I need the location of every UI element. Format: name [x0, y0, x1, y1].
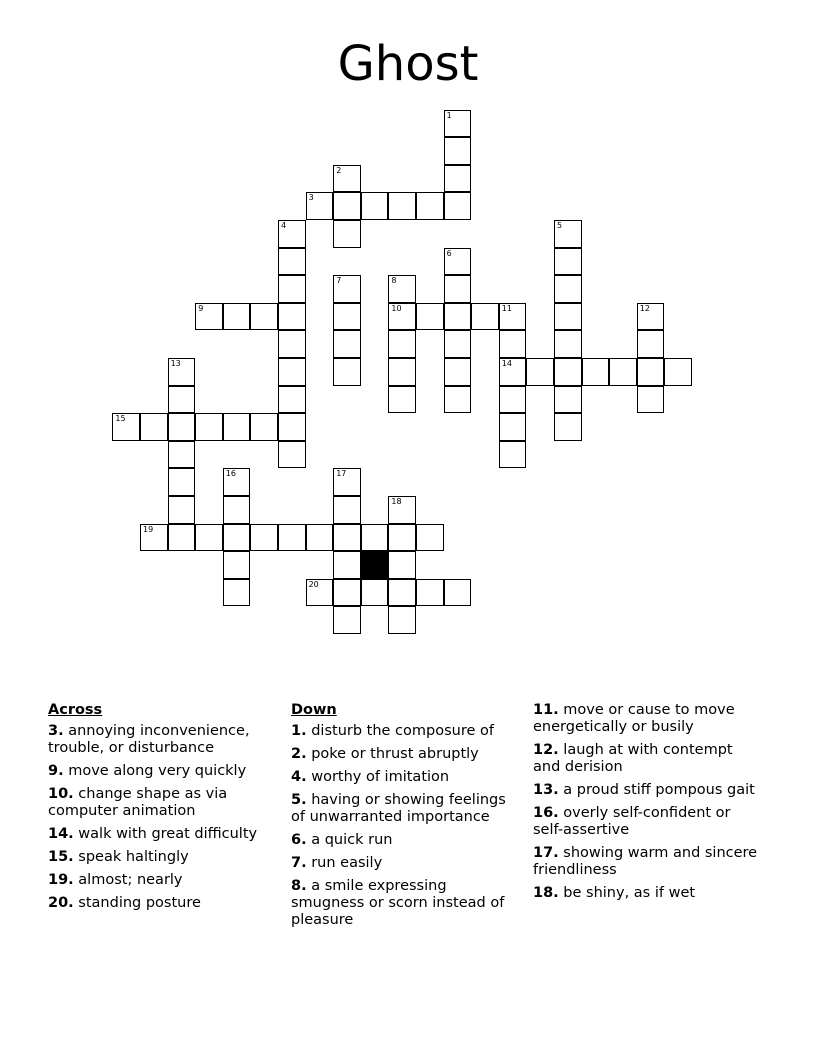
clue-number: 3.	[48, 723, 64, 739]
grid-cell[interactable]	[388, 386, 416, 414]
clue-item	[291, 855, 519, 872]
clue-item	[291, 832, 519, 849]
clue-number: 18.	[533, 885, 559, 901]
grid-cell[interactable]	[223, 303, 251, 331]
grid-cell[interactable]	[361, 192, 389, 220]
cell-number: 6	[446, 248, 452, 258]
clue-item	[48, 826, 280, 843]
clue-number: 8.	[291, 878, 307, 894]
grid-cell[interactable]	[444, 165, 472, 193]
grid-cell[interactable]	[388, 551, 416, 579]
grid-cell[interactable]	[168, 441, 196, 469]
grid-cell[interactable]	[416, 579, 444, 607]
clue-text: speak haltingly	[78, 849, 189, 865]
clue-text: standing posture	[78, 895, 201, 911]
grid-cell[interactable]	[306, 524, 334, 552]
clue-text: change shape as via computer animation	[48, 786, 228, 819]
grid-cell[interactable]	[444, 358, 472, 386]
grid-cell[interactable]	[554, 220, 582, 248]
clue-item	[48, 895, 280, 912]
down-clue-list	[291, 723, 519, 929]
clue-number: 4.	[291, 769, 307, 785]
clue-number: 10.	[48, 786, 74, 802]
grid-cell[interactable]	[278, 248, 306, 276]
clue-number: 19.	[48, 872, 74, 888]
grid-cell[interactable]	[140, 524, 168, 552]
grid-cell[interactable]	[333, 220, 361, 248]
clue-text: be shiny, as if wet	[563, 885, 696, 901]
grid-cell[interactable]	[499, 441, 527, 469]
grid-cell[interactable]	[416, 192, 444, 220]
clue-item	[533, 782, 763, 799]
clue-text: disturb the composure of	[311, 723, 494, 739]
grid-cell[interactable]	[388, 358, 416, 386]
grid-cell[interactable]	[333, 165, 361, 193]
clue-item	[533, 845, 763, 879]
clue-text: a quick run	[311, 832, 393, 848]
clue-item	[533, 702, 763, 736]
grid-cell[interactable]	[168, 358, 196, 386]
clue-text: overly self-confident or self-assertive	[533, 805, 731, 838]
grid-cell[interactable]	[250, 413, 278, 441]
clue-item	[533, 742, 763, 776]
clue-text: laugh at with contempt and derision	[533, 742, 733, 775]
grid-cell[interactable]	[444, 386, 472, 414]
clue-item	[48, 723, 280, 757]
clue-number: 16.	[533, 805, 559, 821]
grid-cell[interactable]	[388, 275, 416, 303]
down-clues	[291, 702, 519, 935]
grid-cell[interactable]	[278, 330, 306, 358]
clue-item	[48, 849, 280, 866]
grid-cell[interactable]	[388, 330, 416, 358]
clue-item	[533, 885, 763, 902]
cell-number: 13	[170, 359, 181, 368]
cell-number: 18	[391, 497, 402, 506]
grid-cell[interactable]	[554, 275, 582, 303]
down-clues-continued	[533, 702, 763, 908]
across-clues	[48, 702, 280, 918]
clue-number: 11.	[533, 702, 559, 718]
cell-number: 2	[336, 165, 342, 175]
grid-cell[interactable]	[416, 524, 444, 552]
grid-cell[interactable]	[526, 358, 554, 386]
clue-number: 15.	[48, 849, 74, 865]
grid-cell[interactable]	[499, 303, 527, 331]
clue-number: 1.	[291, 723, 307, 739]
cell-number: 11	[501, 303, 512, 313]
cell-number: 15	[115, 414, 126, 424]
cell-number: 14	[501, 359, 512, 368]
grid-cell[interactable]	[195, 303, 223, 331]
cell-number: 4	[281, 221, 287, 230]
clue-item	[48, 763, 280, 780]
grid-cell[interactable]	[168, 386, 196, 414]
clue-item	[291, 792, 519, 826]
grid-cell[interactable]	[333, 606, 361, 634]
grid-cell[interactable]	[333, 192, 361, 220]
grid-cell[interactable]	[444, 110, 472, 138]
grid-cell[interactable]	[554, 330, 582, 358]
grid-cell[interactable]	[499, 413, 527, 441]
grid-cell[interactable]	[444, 275, 472, 303]
grid-cell[interactable]	[416, 303, 444, 331]
cell-number: 17	[336, 469, 347, 479]
clue-number: 2.	[291, 746, 307, 762]
cell-number: 19	[143, 524, 154, 534]
grid-cell[interactable]	[554, 358, 582, 386]
clue-text: poke or thrust abruptly	[311, 746, 479, 762]
grid-cell[interactable]	[388, 303, 416, 331]
clue-text: annoying inconvenience, trouble, or disturbance	[48, 723, 250, 756]
grid-cell[interactable]	[223, 579, 251, 607]
grid-cell[interactable]	[637, 386, 665, 414]
grid-cell[interactable]	[278, 413, 306, 441]
grid-cell[interactable]	[444, 192, 472, 220]
across-clue-list	[48, 723, 280, 912]
grid-cell[interactable]	[223, 551, 251, 579]
grid-cell[interactable]	[388, 496, 416, 524]
grid-cell[interactable]	[554, 386, 582, 414]
clue-number: 20.	[48, 895, 74, 911]
clue-item	[291, 878, 519, 929]
grid-cell[interactable]	[168, 413, 196, 441]
grid-cell[interactable]	[333, 303, 361, 331]
grid-cell[interactable]	[637, 303, 665, 331]
clue-text: run easily	[311, 855, 383, 871]
clue-item	[291, 746, 519, 763]
clue-text: move along very quickly	[68, 763, 247, 779]
grid-cell[interactable]	[388, 192, 416, 220]
grid-cell[interactable]	[333, 468, 361, 496]
clue-text: almost; nearly	[78, 872, 183, 888]
puzzle-title: Ghost	[337, 36, 479, 92]
clue-number: 6.	[291, 832, 307, 848]
clue-item	[48, 872, 280, 889]
grid-cell[interactable]	[637, 358, 665, 386]
grid-cell[interactable]	[582, 358, 610, 386]
clue-text: move or cause to move energetically or busily	[533, 702, 735, 735]
grid-cell[interactable]	[333, 358, 361, 386]
grid-cell[interactable]	[444, 248, 472, 276]
grid-cell[interactable]	[168, 468, 196, 496]
grid-cell[interactable]	[140, 413, 168, 441]
grid-cell[interactable]	[333, 579, 361, 607]
clue-text: a proud stiff pompous gait	[563, 782, 755, 798]
grid-cell[interactable]	[361, 579, 389, 607]
grid-cell[interactable]	[250, 524, 278, 552]
grid-cell[interactable]	[637, 330, 665, 358]
grid-cell[interactable]	[112, 413, 140, 441]
grid-cell[interactable]	[278, 303, 306, 331]
grid-cell[interactable]	[195, 413, 223, 441]
grid-cell[interactable]	[278, 524, 306, 552]
clue-text: a smile expressing smugness or scorn instead of pleasure	[291, 878, 505, 928]
clue-item	[291, 723, 519, 740]
grid-cell[interactable]	[333, 524, 361, 552]
grid-cell[interactable]	[250, 303, 278, 331]
grid-cell[interactable]	[554, 248, 582, 276]
grid-cell[interactable]	[388, 579, 416, 607]
clue-item	[48, 786, 280, 820]
grid-cell[interactable]	[361, 524, 389, 552]
black-square	[361, 551, 389, 579]
grid-cell[interactable]	[306, 579, 334, 607]
grid-cell[interactable]	[554, 303, 582, 331]
cell-number: 16	[225, 469, 236, 479]
clue-number: 7.	[291, 855, 307, 871]
grid-cell[interactable]	[609, 358, 637, 386]
grid-cell[interactable]	[444, 137, 472, 165]
grid-cell[interactable]	[554, 413, 582, 441]
clue-number: 13.	[533, 782, 559, 798]
clue-number: 5.	[291, 792, 307, 808]
grid-cell[interactable]	[223, 468, 251, 496]
cell-number: 10	[391, 303, 402, 313]
grid-cell[interactable]	[444, 579, 472, 607]
grid-cell[interactable]	[333, 330, 361, 358]
clue-number: 12.	[533, 742, 559, 758]
cell-number: 20	[308, 579, 319, 589]
grid-cell[interactable]	[278, 441, 306, 469]
down-clue-list-continued	[533, 702, 763, 902]
clue-number: 17.	[533, 845, 559, 861]
grid-cell[interactable]	[444, 330, 472, 358]
grid-cell[interactable]	[388, 606, 416, 634]
cell-number: 1	[446, 110, 452, 120]
clue-item	[291, 769, 519, 786]
grid-cell[interactable]	[223, 524, 251, 552]
cell-number: 5	[557, 221, 563, 230]
clue-number: 9.	[48, 763, 64, 779]
grid-cell[interactable]	[444, 303, 472, 331]
grid-cell[interactable]	[168, 524, 196, 552]
grid-cell[interactable]	[333, 275, 361, 303]
cell-number: 3	[308, 193, 314, 203]
cell-number: 12	[639, 303, 650, 313]
grid-cell[interactable]	[278, 358, 306, 386]
grid-cell[interactable]	[195, 524, 223, 552]
clue-text: having or showing feelings of unwarranted importance	[291, 792, 506, 825]
down-heading: Down	[291, 702, 337, 718]
clue-item	[533, 805, 763, 839]
clue-text: worthy of imitation	[311, 769, 450, 785]
grid-cell[interactable]	[499, 358, 527, 386]
grid-cell[interactable]	[278, 386, 306, 414]
clue-number: 14.	[48, 826, 74, 842]
cell-number: 8	[391, 276, 397, 286]
grid-cell[interactable]	[168, 496, 196, 524]
cell-number: 9	[198, 303, 204, 313]
grid-cell[interactable]	[333, 496, 361, 524]
grid-cell[interactable]	[306, 192, 334, 220]
clue-text: showing warm and sincere friendliness	[533, 845, 758, 878]
grid-cell[interactable]	[223, 413, 251, 441]
grid-cell[interactable]	[499, 386, 527, 414]
across-heading: Across	[48, 702, 103, 718]
grid-cell[interactable]	[388, 524, 416, 552]
grid-cell[interactable]	[278, 275, 306, 303]
grid-cell[interactable]	[223, 496, 251, 524]
grid-cell[interactable]	[333, 551, 361, 579]
grid-cell[interactable]	[499, 330, 527, 358]
cell-number: 7	[336, 276, 342, 286]
clue-text: walk with great difficulty	[78, 826, 258, 842]
grid-cell[interactable]	[664, 358, 692, 386]
grid-cell[interactable]	[278, 220, 306, 248]
grid-cell[interactable]	[471, 303, 499, 331]
